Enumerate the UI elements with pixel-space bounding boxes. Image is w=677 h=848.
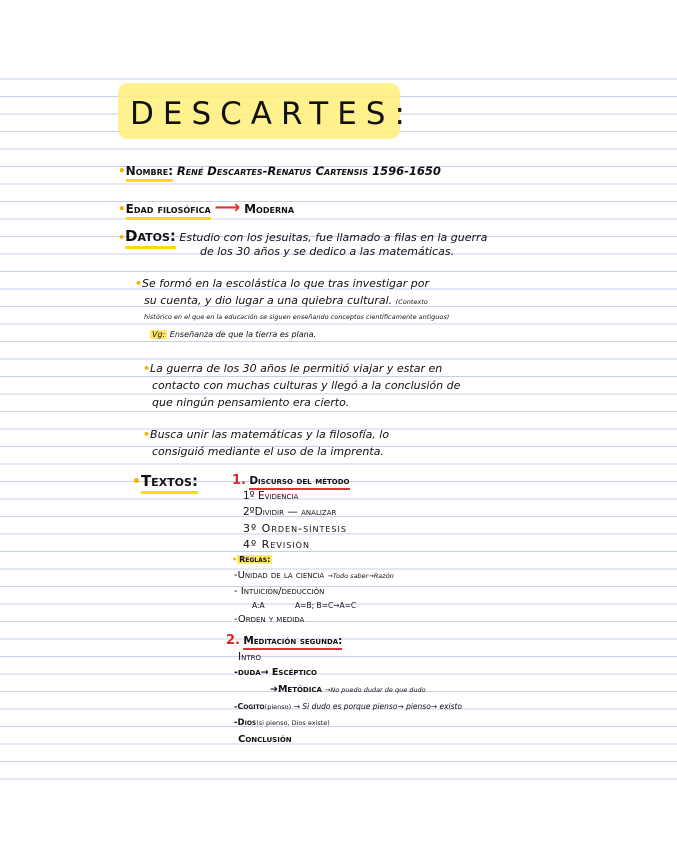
edad-value: Moderna: [244, 202, 295, 216]
escolastica-text-1: Se formó en la escolástica lo que tras investigar por: [142, 277, 430, 290]
escolastica-text-2: su cuenta, y dio lugar a una quiebra cultural.: [144, 294, 393, 307]
t2-number: 2.: [226, 633, 240, 648]
bullet-dot: •: [118, 164, 126, 178]
t1-step-4: 4º Revisión: [243, 538, 310, 551]
t1-step-2: 2ºDividir — analizar: [243, 506, 337, 518]
unidad-text: -Unidad de la ciencia: [234, 570, 325, 581]
t2-cogito-paren: (pienso): [264, 703, 292, 711]
unidad-note: →Todo saber→Razón: [327, 572, 394, 580]
bullet-dot: •: [135, 277, 143, 290]
t2-metodica-line: [270, 684, 426, 695]
bullet-dot: •: [143, 362, 151, 375]
nombre-label: Nombre:: [126, 164, 173, 182]
nombre-value: René Descartes-Renatus Cartensis 1596-1650: [176, 164, 441, 178]
datos-text-2: de los 30 años y se dedico a las matemáticas.: [200, 245, 455, 258]
t2-cogito-line: [234, 702, 462, 711]
datos-text-1: Estudio con los jesuitas, fue llamado a filas en la guerra: [179, 231, 488, 244]
intuicion-b: A=B; B=C→A=C: [295, 601, 357, 610]
busca-text-2: consiguió mediante el uso de la imprenta.: [152, 445, 384, 458]
t1-title: Discurso del método: [249, 475, 349, 490]
reglas-label: Reglas:: [239, 555, 271, 564]
edad-label: Edad filosófica: [126, 202, 211, 220]
t2-heading: [226, 633, 342, 648]
t2-cogito-note: → Si dudo es porque pienso→ pienso→ existo: [293, 702, 463, 711]
t2-metodica: Metódica: [277, 684, 322, 695]
guerra-text-3: que ningún pensamiento era cierto.: [152, 396, 350, 409]
busca-line1: [143, 428, 389, 441]
intuicion-a: A:A: [252, 601, 265, 610]
unidad-line: [234, 570, 394, 581]
t2-duda: -duda→ Escéptico: [234, 667, 317, 678]
escolastica-vg: [150, 330, 316, 339]
intuicion-examples: [252, 601, 356, 610]
textos-line: [132, 471, 198, 490]
t1-step-1: 1º Evidencia: [243, 490, 299, 502]
bullet-dot: •: [118, 231, 126, 244]
t2-title: Meditación segunda:: [243, 635, 342, 650]
textos-label: Textos:: [141, 472, 198, 494]
vg-text: Enseñanza de que la tierra es plana.: [169, 330, 317, 339]
t2-intro: Intro: [238, 651, 261, 663]
guerra-text-2: contacto con muchas culturas y llegó a la conclusión de: [152, 379, 461, 392]
t2-dios-paren: (si pienso, Dios existe): [256, 719, 330, 727]
escolastica-line1: [135, 277, 429, 290]
busca-text-1: Busca unir las matemáticas y la filosofía, lo: [150, 428, 390, 441]
t2-metodica-note: →No puedo dudar de que dudo: [324, 686, 426, 694]
arrow-right-icon: ➔: [270, 684, 278, 695]
vg-label: Vg:: [152, 330, 166, 339]
t1-heading: [232, 473, 350, 488]
t2-conclusion: Conclusión: [238, 734, 292, 745]
edad-line: [118, 197, 294, 218]
datos-line1: [118, 227, 487, 245]
intuicion-text: - Intuición/deducción: [234, 586, 325, 597]
escolastica-note: histórico en el que en la educación se siguen enseñando conceptos científicamente antiguos): [144, 313, 450, 321]
nombre-line: [118, 164, 441, 178]
bullet-dot: •: [132, 474, 141, 490]
datos-label: Datos:: [125, 227, 176, 249]
t2-dios-label: -Dios: [234, 718, 257, 728]
t2-cogito-label: -Cogito: [234, 702, 265, 711]
t1-number: 1.: [232, 473, 246, 488]
t2-dios-line: [234, 718, 330, 728]
orden-text: -Orden y medida: [234, 614, 305, 625]
escolastica-note-inline: (Contexto: [395, 298, 428, 306]
escolastica-line2: [144, 294, 428, 307]
bullet-dot: •: [232, 555, 238, 564]
page-title: DESCARTES:: [130, 96, 414, 132]
guerra-text-1: La guerra de los 30 años le permitió viajar y estar en: [150, 362, 443, 375]
t1-step-3: 3º Orden-síntesis: [243, 522, 347, 535]
bullet-dot: •: [143, 428, 151, 441]
guerra-line1: [143, 362, 442, 375]
arrow-right-icon: ⟶: [214, 197, 241, 218]
reglas-line: [232, 555, 272, 564]
bullet-dot: •: [118, 202, 126, 216]
